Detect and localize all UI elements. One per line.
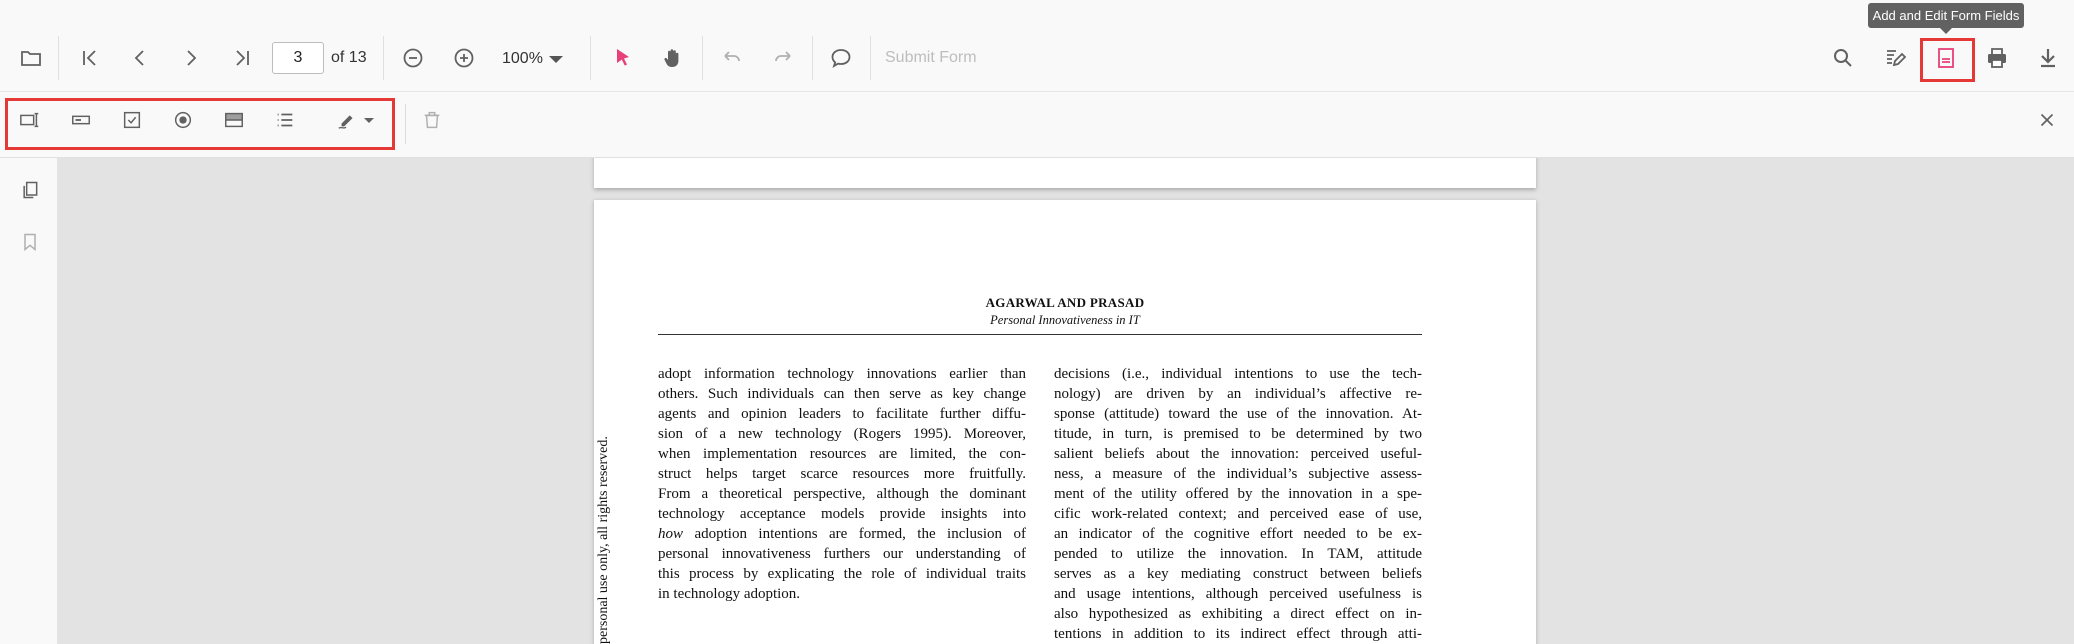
- undo-icon[interactable]: [712, 38, 752, 78]
- redo-icon[interactable]: [763, 38, 803, 78]
- text-line: technology acceptance models provide insights into: [658, 506, 1026, 522]
- page-thumbnails-icon[interactable]: [10, 170, 50, 210]
- document-viewer[interactable]: [58, 158, 2074, 644]
- text-line: salient beliefs about the innovation: perceived useful-: [1054, 446, 1422, 462]
- page-header-title: AGARWAL AND PRASAD: [985, 295, 1145, 310]
- text-column-right: [1054, 364, 1422, 644]
- text-line-rest: adoption intentions are formed, the inclusion of: [683, 526, 1026, 542]
- chevron-down-icon: [549, 56, 563, 63]
- bookmarks-icon[interactable]: [10, 222, 50, 262]
- page-header-subtitle: Personal Innovativeness in IT: [990, 313, 1140, 327]
- first-page-icon[interactable]: [70, 38, 110, 78]
- main-toolbar: [0, 0, 2074, 92]
- text-line: this process by explicating the role of individual traits: [658, 566, 1026, 582]
- text-line: sponse (attitude) toward the use of the innovation. At-: [1054, 406, 1422, 422]
- text-line: an indicator of the cognitive effort needed to be ex-: [1054, 526, 1422, 542]
- download-icon[interactable]: [2028, 38, 2068, 78]
- next-page-icon[interactable]: [171, 38, 211, 78]
- text-line: cific work-related context; and perceived ease of use,: [1054, 506, 1422, 522]
- text-line: sion of a new technology (Rogers 1995). Moreover,: [658, 426, 1026, 442]
- text-line: ness, a measure of the individual’s subjective assess-: [1054, 466, 1422, 482]
- pan-hand-icon[interactable]: [652, 38, 692, 78]
- page-number-input[interactable]: [272, 42, 324, 74]
- print-icon[interactable]: [1977, 38, 2017, 78]
- side-note: personal use only, all rights reserved.: [596, 436, 611, 644]
- text-line: and usage intentions, although perceived usefulness is: [1054, 586, 1422, 602]
- previous-page: [594, 158, 1536, 188]
- close-icon[interactable]: [2027, 100, 2067, 140]
- search-icon[interactable]: [1823, 38, 1863, 78]
- zoom-value: 100%: [502, 50, 543, 67]
- text-line: struct helps target scarce resources more fruitfully.: [658, 466, 1026, 482]
- italic-word: how: [658, 526, 684, 542]
- zoom-out-icon[interactable]: [393, 38, 433, 78]
- text-line: tentions in addition to its indirect effect through atti-: [1054, 626, 1422, 642]
- text-line: in technology adoption.: [658, 586, 801, 602]
- navigation-sidebar: [0, 158, 58, 644]
- form-fields-highlight: [5, 98, 395, 150]
- form-designer-toolbar: [0, 92, 2074, 158]
- text-line: adopt information technology innovations earlier than: [658, 366, 1026, 382]
- text-line: decisions (i.e., individual intentions to use the tech-: [1054, 366, 1422, 382]
- delete-icon[interactable]: [412, 100, 452, 140]
- comment-icon[interactable]: [821, 38, 861, 78]
- text-column-left: [658, 364, 1026, 604]
- text-line: nology) are driven by an individual’s affective re-: [1054, 386, 1422, 402]
- zoom-in-icon[interactable]: [444, 38, 484, 78]
- annotation-edit-icon[interactable]: [1875, 38, 1915, 78]
- text-line: ment of the utility offered by the innovation in a spe-: [1054, 486, 1422, 502]
- document-page: [594, 200, 1536, 644]
- form-designer-highlight: [1920, 38, 1975, 82]
- text-line: also hypothesized as exhibiting a direct effect on in-: [1054, 606, 1422, 622]
- total-pages-label: of 13: [331, 49, 367, 66]
- previous-page-icon[interactable]: [120, 38, 160, 78]
- text-line: when implementation resources are limited, the con-: [658, 446, 1026, 462]
- text-line: agents and opinion leaders to facilitate further diffu-: [658, 406, 1026, 422]
- zoom-dropdown[interactable]: [502, 47, 563, 71]
- folder-icon[interactable]: [11, 38, 51, 78]
- text-line: others. Such individuals can then serve as key change: [658, 386, 1026, 402]
- text-line: titude, in turn, is premised to be determined by two: [1054, 426, 1422, 442]
- text-line: [658, 524, 1026, 544]
- text-line: From a theoretical perspective, although the dominant: [658, 486, 1026, 502]
- submit-form-button[interactable]: Submit Form: [885, 49, 977, 66]
- tooltip: Add and Edit Form Fields: [1868, 3, 2024, 28]
- text-select-icon[interactable]: [602, 38, 642, 78]
- text-line: serves as a key mediating construct between beliefs: [1054, 566, 1422, 582]
- text-line: personal innovativeness furthers our understanding of: [658, 546, 1026, 562]
- text-line: pended to utilize the innovation. In TAM, attitude: [1054, 546, 1422, 562]
- last-page-icon[interactable]: [222, 38, 262, 78]
